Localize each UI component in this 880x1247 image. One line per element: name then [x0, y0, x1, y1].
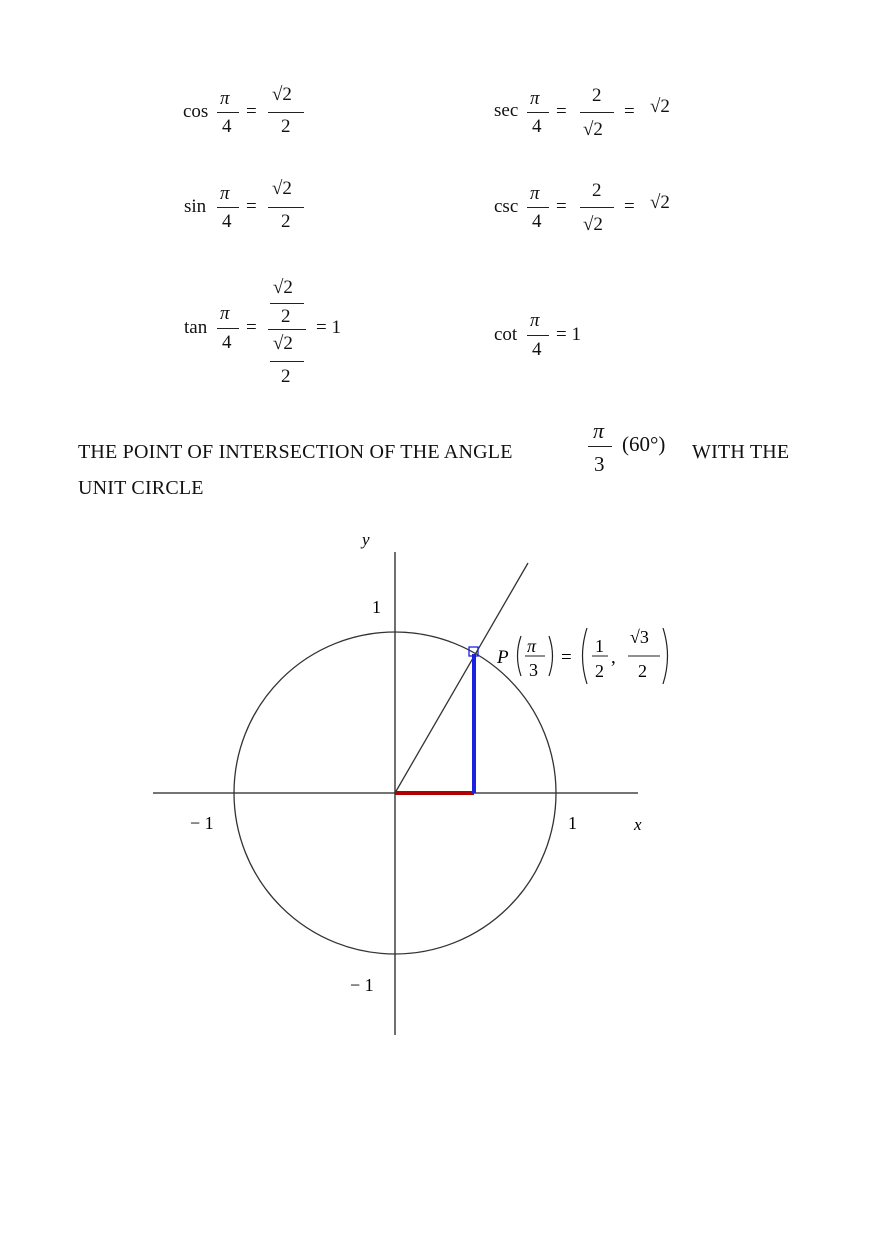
coord-comma: , — [611, 647, 616, 668]
denominator-4: 4 — [222, 211, 232, 232]
coord-x-num: 1 — [595, 636, 604, 656]
heading-pi: π — [593, 418, 605, 443]
numerator-sqrt2: √2 — [272, 84, 292, 105]
pi-symbol: π — [220, 183, 230, 204]
result-sqrt2: √2 — [650, 96, 670, 117]
denominator-4: 4 — [532, 211, 542, 232]
tick-label-y-neg1: − 1 — [350, 975, 374, 995]
point-arg-pi: π — [527, 636, 537, 656]
x-axis-label: x — [634, 815, 642, 834]
denominator-sqrt2: √2 — [583, 119, 603, 140]
coord-right-paren — [663, 628, 668, 684]
equals-sign: = — [624, 196, 635, 217]
fn-sec: sec — [494, 100, 519, 121]
result-equals-1: = 1 — [556, 324, 581, 345]
denominator-2: 2 — [281, 116, 291, 137]
denominator-sqrt2: √2 — [583, 214, 603, 235]
coord-y-den: 2 — [638, 661, 647, 681]
upper-denominator-2: 2 — [281, 306, 291, 327]
fn-cot: cot — [494, 324, 518, 345]
point-name-P: P — [497, 647, 509, 668]
numerator-sqrt2: √2 — [272, 178, 292, 199]
pi-symbol: π — [220, 303, 230, 324]
heading-denominator-3: 3 — [594, 452, 605, 476]
denominator-2: 2 — [281, 211, 291, 232]
lower-numerator-sqrt2: √2 — [273, 333, 293, 354]
lower-denominator-2: 2 — [281, 366, 291, 387]
tick-label-x-neg1: − 1 — [190, 813, 214, 833]
tick-label-x-1: 1 — [568, 813, 577, 833]
coord-x-den: 2 — [595, 661, 604, 681]
coord-left-paren — [583, 628, 588, 684]
pi-symbol: π — [530, 310, 540, 331]
pi-symbol: π — [220, 88, 230, 109]
pi-symbol: π — [530, 183, 540, 204]
denominator-4: 4 — [222, 332, 232, 353]
denominator-4: 4 — [532, 116, 542, 137]
tick-label-y-1: 1 — [372, 597, 381, 617]
result-sqrt2: √2 — [650, 192, 670, 213]
equals-sign: = — [246, 317, 257, 338]
y-axis-label: y — [362, 530, 370, 549]
upper-numerator-sqrt2: √2 — [273, 277, 293, 298]
numerator-2: 2 — [592, 85, 602, 106]
heading-text-part2: WITH THE — [692, 441, 790, 463]
equals-sign: = — [246, 196, 257, 217]
equals-sign: = — [246, 101, 257, 122]
point-equals: = — [561, 647, 572, 668]
heading-degrees: (60°) — [622, 432, 666, 456]
heading-text-part1: THE POINT OF INTERSECTION OF THE ANGLE — [78, 441, 513, 463]
numerator-2: 2 — [592, 180, 602, 201]
point-label — [496, 627, 668, 684]
fn-cos: cos — [183, 101, 209, 122]
fn-tan: tan — [184, 317, 208, 338]
equals-sign: = — [624, 101, 635, 122]
pi-symbol: π — [530, 88, 540, 109]
fn-csc: csc — [494, 196, 519, 217]
result-equals-1: = 1 — [316, 317, 341, 338]
left-paren — [518, 636, 522, 676]
denominator-4: 4 — [222, 116, 232, 137]
point-arg-3: 3 — [529, 660, 538, 680]
right-paren — [549, 636, 553, 676]
fn-sin: sin — [184, 196, 207, 217]
equals-sign: = — [556, 101, 567, 122]
denominator-4: 4 — [532, 339, 542, 360]
equals-sign: = — [556, 196, 567, 217]
coord-y-num: √3 — [630, 627, 649, 647]
heading-text-line2: UNIT CIRCLE — [78, 477, 204, 499]
